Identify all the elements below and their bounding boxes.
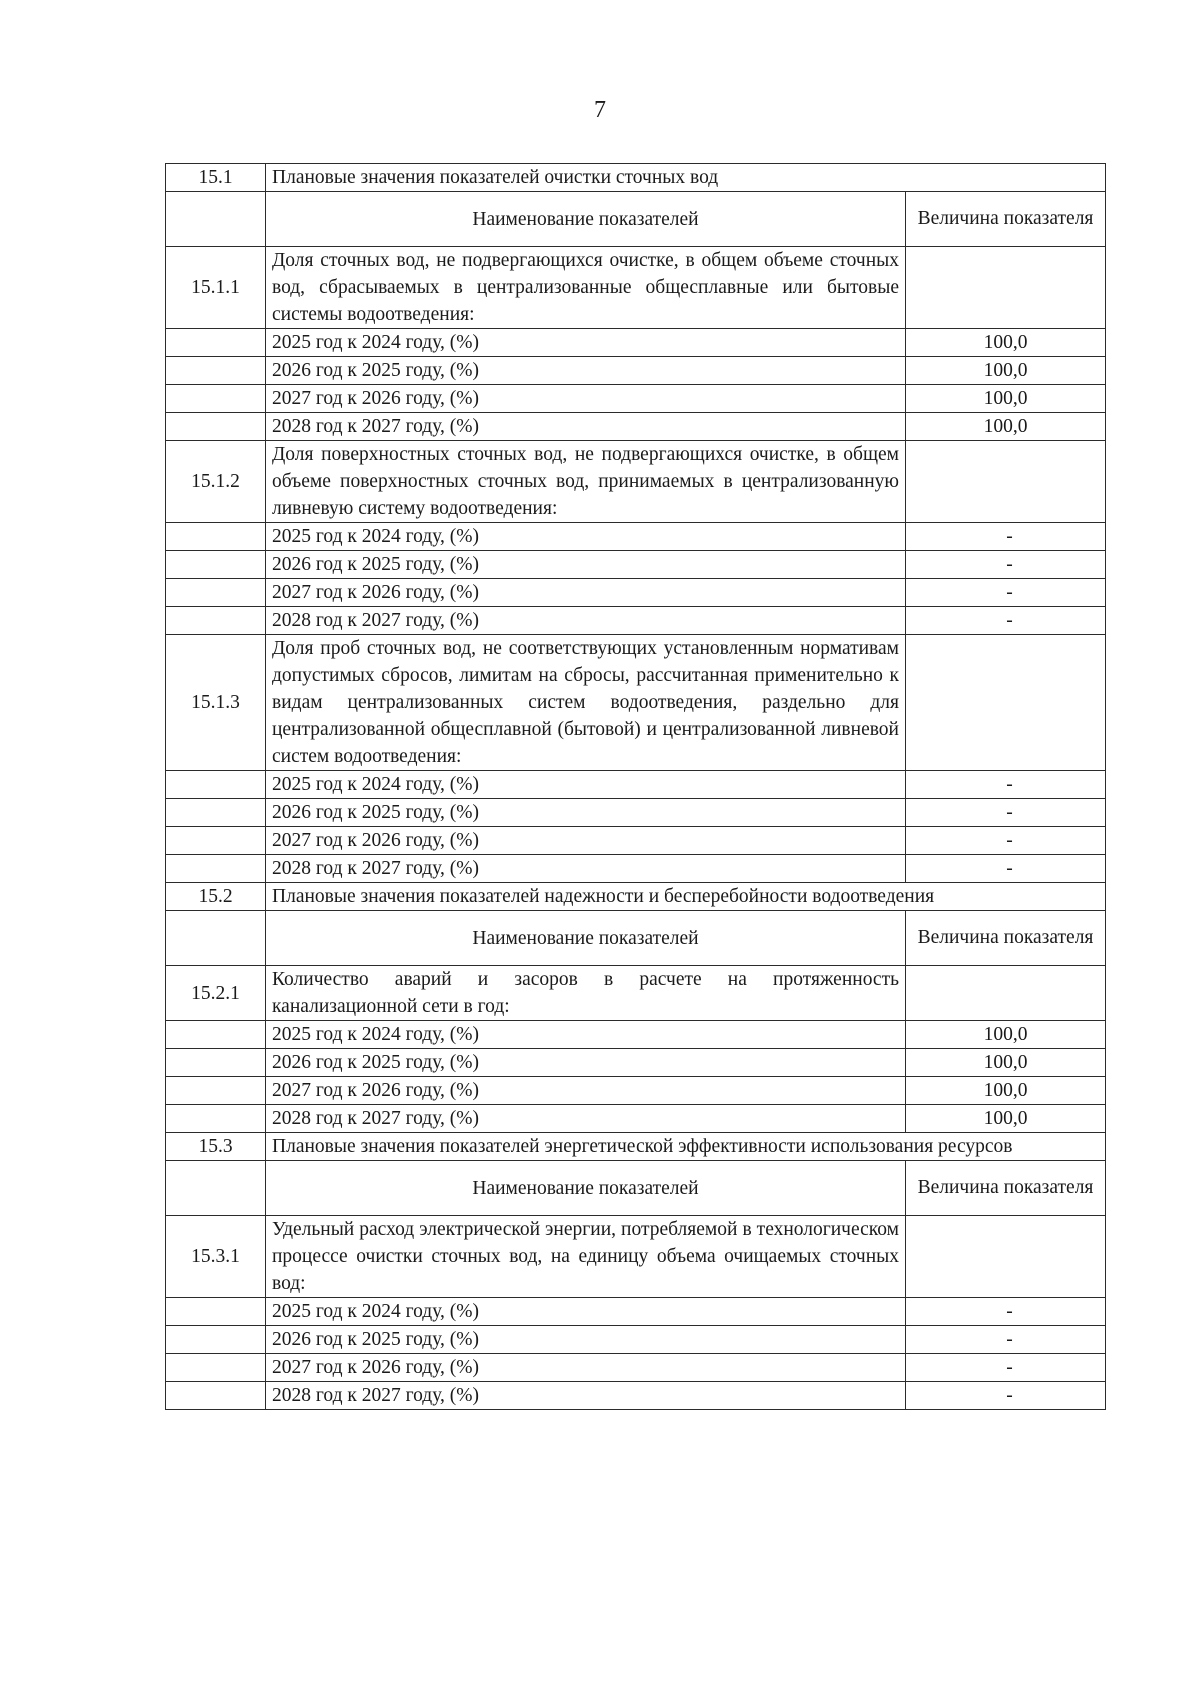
year-row (166, 385, 1106, 413)
year-label: 2026 год к 2025 году, (%) (266, 357, 906, 385)
year-row (166, 1077, 1106, 1105)
indicator-row (166, 635, 1106, 771)
year-row (166, 855, 1106, 883)
header-row (166, 911, 1106, 966)
year-label: 2028 год к 2027 году, (%) (266, 1105, 906, 1133)
year-label: 2025 год к 2024 году, (%) (266, 523, 906, 551)
year-value: 100,0 (906, 1077, 1106, 1105)
year-value: - (906, 771, 1106, 799)
year-row (166, 1021, 1106, 1049)
year-row-num (166, 799, 266, 827)
year-label: 2028 год к 2027 году, (%) (266, 607, 906, 635)
year-value: - (906, 1298, 1106, 1326)
section-number: 15.1 (166, 164, 266, 192)
year-value: 100,0 (906, 413, 1106, 441)
year-row (166, 1049, 1106, 1077)
year-label: 2027 год к 2026 году, (%) (266, 1354, 906, 1382)
year-label: 2026 год к 2025 году, (%) (266, 1049, 906, 1077)
year-value: - (906, 1354, 1106, 1382)
year-row-num (166, 1382, 266, 1410)
year-row-num (166, 1105, 266, 1133)
header-name-cell: Наименование показателей (266, 1161, 906, 1216)
indicator-row (166, 441, 1106, 523)
year-row-num (166, 1049, 266, 1077)
indicator-row (166, 966, 1106, 1021)
year-value: 100,0 (906, 1105, 1106, 1133)
year-row (166, 771, 1106, 799)
year-label: 2025 год к 2024 году, (%) (266, 1298, 906, 1326)
year-value: - (906, 827, 1106, 855)
year-row-num (166, 523, 266, 551)
header-num-cell (166, 1161, 266, 1216)
indicator-value-empty (906, 635, 1106, 771)
year-label: 2025 год к 2024 году, (%) (266, 771, 906, 799)
indicator-number: 15.2.1 (166, 966, 266, 1021)
year-row (166, 1326, 1106, 1354)
year-row (166, 329, 1106, 357)
year-label: 2028 год к 2027 году, (%) (266, 413, 906, 441)
year-label: 2027 год к 2026 году, (%) (266, 1077, 906, 1105)
year-label: 2026 год к 2025 году, (%) (266, 1326, 906, 1354)
header-row (166, 192, 1106, 247)
section-title: Плановые значения показателей энергетической эффективности использования ресурсов (266, 1133, 1106, 1161)
year-row-num (166, 1354, 266, 1382)
year-value: 100,0 (906, 1049, 1106, 1077)
year-row (166, 579, 1106, 607)
header-name-cell: Наименование показателей (266, 911, 906, 966)
indicator-row (166, 1216, 1106, 1298)
year-row (166, 523, 1106, 551)
year-row (166, 1105, 1106, 1133)
header-value-cell: Величина показателя (906, 1161, 1106, 1216)
year-row-num (166, 827, 266, 855)
year-row-num (166, 1326, 266, 1354)
section-row (166, 883, 1106, 911)
year-value: - (906, 523, 1106, 551)
indicators-table (165, 163, 1106, 1410)
year-row-num (166, 607, 266, 635)
year-value: - (906, 579, 1106, 607)
year-value: - (906, 855, 1106, 883)
year-label: 2028 год к 2027 году, (%) (266, 855, 906, 883)
year-row (166, 551, 1106, 579)
year-row (166, 1298, 1106, 1326)
year-label: 2026 год к 2025 году, (%) (266, 551, 906, 579)
year-value: - (906, 551, 1106, 579)
header-row (166, 1161, 1106, 1216)
indicator-text: Количество аварий и засоров в расчете на протяженность канализационной сети в год: (266, 966, 906, 1021)
indicator-number: 15.1.3 (166, 635, 266, 771)
year-row-num (166, 1021, 266, 1049)
header-num-cell (166, 911, 266, 966)
year-row-num (166, 385, 266, 413)
indicator-value-empty (906, 441, 1106, 523)
year-label: 2025 год к 2024 году, (%) (266, 329, 906, 357)
indicator-number: 15.3.1 (166, 1216, 266, 1298)
year-row (166, 413, 1106, 441)
indicator-value-empty (906, 247, 1106, 329)
year-label: 2027 год к 2026 году, (%) (266, 385, 906, 413)
year-value: - (906, 799, 1106, 827)
year-label: 2027 год к 2026 году, (%) (266, 827, 906, 855)
year-row (166, 607, 1106, 635)
year-label: 2028 год к 2027 году, (%) (266, 1382, 906, 1410)
indicator-value-empty (906, 966, 1106, 1021)
indicator-text: Доля сточных вод, не подвергающихся очистке, в общем объеме сточных вод, сбрасываемых в централизованные общесплавные или бытовые системы водоотведения: (266, 247, 906, 329)
year-value: - (906, 607, 1106, 635)
header-num-cell (166, 192, 266, 247)
year-value: 100,0 (906, 329, 1106, 357)
year-row-num (166, 771, 266, 799)
page-number: 7 (594, 97, 606, 123)
year-value: 100,0 (906, 1021, 1106, 1049)
indicator-text: Доля поверхностных сточных вод, не подвергающихся очистке, в общем объеме поверхностных сточных вод, принимаемых в централизованную ливневую систему водоотведения: (266, 441, 906, 523)
year-row-num (166, 1298, 266, 1326)
section-title: Плановые значения показателей очистки сточных вод (266, 164, 1106, 192)
header-value-cell: Величина показателя (906, 911, 1106, 966)
header-value-cell: Величина показателя (906, 192, 1106, 247)
year-row-num (166, 1077, 266, 1105)
section-number: 15.2 (166, 883, 266, 911)
year-row (166, 1382, 1106, 1410)
section-title: Плановые значения показателей надежности и бесперебойности водоотведения (266, 883, 1106, 911)
indicator-row (166, 247, 1106, 329)
year-label: 2027 год к 2026 году, (%) (266, 579, 906, 607)
indicator-text: Доля проб сточных вод, не соответствующих установленным нормативам допустимых сбросов, лимитам на сбросы, рассчитанная применительно к видам централизованных систем водоотведения, раздельно для централизованной общесплавной (бытовой) и централизованной ливневой систем водоотведения: (266, 635, 906, 771)
year-label: 2026 год к 2025 году, (%) (266, 799, 906, 827)
year-row-num (166, 855, 266, 883)
section-row (166, 1133, 1106, 1161)
indicator-text: Удельный расход электрической энергии, потребляемой в технологическом процессе очистки сточных вод, на единицу объема очищаемых сточных вод: (266, 1216, 906, 1298)
indicator-number: 15.1.2 (166, 441, 266, 523)
year-value: 100,0 (906, 385, 1106, 413)
indicator-number: 15.1.1 (166, 247, 266, 329)
year-value: 100,0 (906, 357, 1106, 385)
section-number: 15.3 (166, 1133, 266, 1161)
year-row (166, 357, 1106, 385)
year-row-num (166, 413, 266, 441)
year-row (166, 1354, 1106, 1382)
year-row (166, 799, 1106, 827)
year-row-num (166, 551, 266, 579)
year-label: 2025 год к 2024 году, (%) (266, 1021, 906, 1049)
year-row-num (166, 329, 266, 357)
year-value: - (906, 1326, 1106, 1354)
header-name-cell: Наименование показателей (266, 192, 906, 247)
year-value: - (906, 1382, 1106, 1410)
year-row-num (166, 357, 266, 385)
year-row-num (166, 579, 266, 607)
year-row (166, 827, 1106, 855)
section-row (166, 164, 1106, 192)
indicator-value-empty (906, 1216, 1106, 1298)
